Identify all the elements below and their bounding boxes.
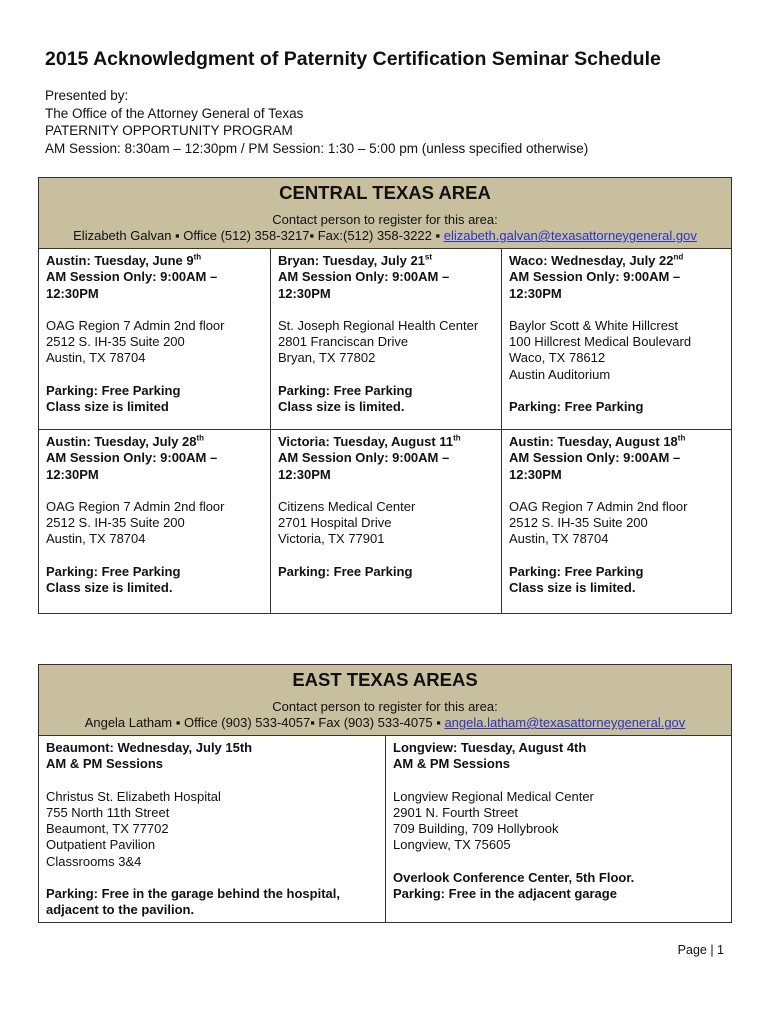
- venue-name: Christus St. Elizabeth Hospital: [46, 788, 221, 804]
- date-ordinal: th: [196, 433, 205, 443]
- session-cell: [39, 249, 270, 429]
- session-type: AM & PM Sessions: [46, 756, 164, 772]
- east-contact-email[interactable]: angela.latham@texasattorneygeneral.gov: [444, 715, 686, 730]
- venue-name: St. Joseph Regional Health Center: [278, 317, 479, 333]
- venue-city: Waco, TX 78612: [509, 350, 606, 366]
- venue-city: Austin, TX 78704: [46, 350, 146, 366]
- parking-info: Parking: Free in the adjacent garage: [393, 886, 617, 902]
- session-cell-longview: [385, 736, 731, 922]
- venue-street: 2512 S. IH-35 Suite 200: [46, 515, 185, 531]
- central-header: [39, 178, 731, 249]
- session-time: AM Session Only: 9:00AM –: [278, 450, 450, 466]
- session-time-end: 12:30PM: [278, 466, 331, 482]
- session-time: AM Session Only: 9:00AM –: [46, 450, 218, 466]
- central-sessions-row: [39, 249, 731, 430]
- parking-info: Parking: Free Parking: [46, 563, 181, 579]
- session-time-end: 12:30PM: [509, 285, 562, 301]
- central-contact-details: Elizabeth Galvan ▪ Office (512) 358-3217▪ Fax:(512) 358-3222 ▪: [73, 228, 444, 243]
- venue-building: 709 Building, 709 Hollybrook: [393, 821, 559, 837]
- venue-street: 2701 Hospital Drive: [278, 515, 392, 531]
- presented-label: Presented by:: [45, 88, 129, 103]
- east-area-title: EAST TEXAS AREAS: [292, 669, 478, 690]
- east-contact-person: [39, 715, 731, 735]
- venue-room: Overlook Conference Center, 5th Floor.: [393, 869, 635, 885]
- venue-city: Bryan, TX 77802: [278, 350, 376, 366]
- session-time-end: 12:30PM: [46, 466, 99, 482]
- session-cell: [270, 430, 501, 613]
- venue-city: Beaumont, TX 77702: [46, 821, 169, 837]
- session-cell: [501, 249, 731, 429]
- session-date: Bryan: Tuesday, July 21st: [278, 252, 433, 268]
- central-texas-section: [38, 177, 732, 614]
- parking-info: Parking: Free Parking: [278, 382, 413, 398]
- session-time: AM Session Only: 9:00AM –: [46, 269, 218, 285]
- venue-name: OAG Region 7 Admin 2nd floor: [509, 498, 688, 514]
- date-ordinal: th: [193, 252, 202, 262]
- class-size-note: Class size is limited: [46, 399, 169, 415]
- session-times: AM Session: 8:30am – 12:30pm / PM Session: 1:30 – 5:00 pm (unless specified otherwise): [45, 140, 589, 156]
- class-size-note: Class size is limited.: [278, 399, 405, 415]
- venue-street: 755 North 11th Street: [46, 804, 170, 820]
- parking-info-cont: adjacent to the pavilion.: [46, 902, 195, 918]
- east-header: [39, 665, 731, 736]
- central-contact-email[interactable]: elizabeth.galvan@texasattorneygeneral.gov: [443, 228, 697, 243]
- parking-info: Parking: Free Parking: [509, 563, 644, 579]
- session-time: AM Session Only: 9:00AM –: [509, 450, 681, 466]
- session-cell: [270, 249, 501, 429]
- venue-name: OAG Region 7 Admin 2nd floor: [46, 317, 225, 333]
- venue-room: Classrooms 3&4: [46, 853, 142, 869]
- date-ordinal: th: [677, 433, 686, 443]
- date-ordinal: th: [453, 433, 461, 443]
- venue-street: 100 Hillcrest Medical Boulevard: [509, 334, 692, 350]
- session-cell: [39, 430, 270, 613]
- east-texas-section: [38, 664, 732, 923]
- venue-city: Victoria, TX 77901: [278, 531, 385, 547]
- session-date: Austin: Tuesday, June 9th: [46, 252, 202, 268]
- venue-city: Austin, TX 78704: [46, 531, 146, 547]
- session-time-end: 12:30PM: [278, 285, 331, 301]
- session-date: Austin: Tuesday, July 28th: [46, 433, 205, 449]
- central-contact-person: [39, 228, 731, 248]
- east-contact-label: Contact person to register for this area:: [272, 699, 498, 714]
- session-time-end: 12:30PM: [46, 285, 99, 301]
- page-title: 2015 Acknowledgment of Paternity Certification Seminar Schedule: [45, 48, 661, 70]
- date-ordinal: nd: [673, 252, 684, 262]
- venue-city: Austin, TX 78704: [509, 531, 609, 547]
- session-date: Waco: Wednesday, July 22nd: [509, 252, 684, 268]
- venue-street: 2801 Franciscan Drive: [278, 334, 409, 350]
- session-time-end: 12:30PM: [509, 466, 562, 482]
- central-area-title: CENTRAL TEXAS AREA: [279, 182, 491, 203]
- presenter-office: The Office of the Attorney General of Texas: [45, 105, 304, 121]
- session-time: AM Session Only: 9:00AM –: [278, 269, 450, 285]
- session-date: Beaumont: Wednesday, July 15th: [46, 740, 253, 755]
- parking-info: Parking: Free in the garage behind the hospital,: [46, 886, 340, 902]
- presenter-block: [45, 87, 588, 157]
- date-ordinal: st: [424, 252, 433, 262]
- central-contact-label: Contact person to register for this area:: [272, 212, 498, 227]
- session-date: Longview: Tuesday, August 4th: [393, 740, 587, 755]
- program-name: PATERNITY OPPORTUNITY PROGRAM: [45, 123, 293, 138]
- parking-info: Parking: Free Parking: [509, 399, 644, 415]
- venue-name: Longview Regional Medical Center: [393, 788, 594, 804]
- parking-info: Parking: Free Parking: [278, 563, 413, 579]
- central-sessions-row: [39, 430, 731, 613]
- session-cell-beaumont: [39, 736, 385, 922]
- venue-city: Longview, TX 75605: [393, 837, 511, 853]
- venue-street: 2512 S. IH-35 Suite 200: [46, 334, 185, 350]
- class-size-note: Class size is limited.: [509, 580, 636, 596]
- venue-building: Outpatient Pavilion: [46, 837, 156, 853]
- east-contact-details: Angela Latham ▪ Office (903) 533-4057▪ Fax (903) 533-4075 ▪: [84, 715, 445, 730]
- session-time: AM Session Only: 9:00AM –: [509, 269, 681, 285]
- session-type: AM & PM Sessions: [393, 756, 511, 772]
- venue-name: OAG Region 7 Admin 2nd floor: [46, 498, 225, 514]
- session-date: Austin: Tuesday, August 18th: [509, 433, 686, 449]
- venue-street: 2512 S. IH-35 Suite 200: [509, 515, 648, 531]
- venue-street: 2901 N. Fourth Street: [393, 804, 519, 820]
- venue-room: Austin Auditorium: [509, 366, 611, 382]
- class-size-note: Class size is limited.: [46, 580, 173, 596]
- parking-info: Parking: Free Parking: [46, 382, 181, 398]
- venue-name: Citizens Medical Center: [278, 498, 416, 514]
- session-date: Victoria: Tuesday, August 11th: [278, 433, 461, 449]
- session-cell: [501, 430, 731, 613]
- venue-name: Baylor Scott & White Hillcrest: [509, 317, 679, 333]
- page-number: Page | 1: [677, 943, 724, 957]
- east-sessions-row: [39, 736, 731, 922]
